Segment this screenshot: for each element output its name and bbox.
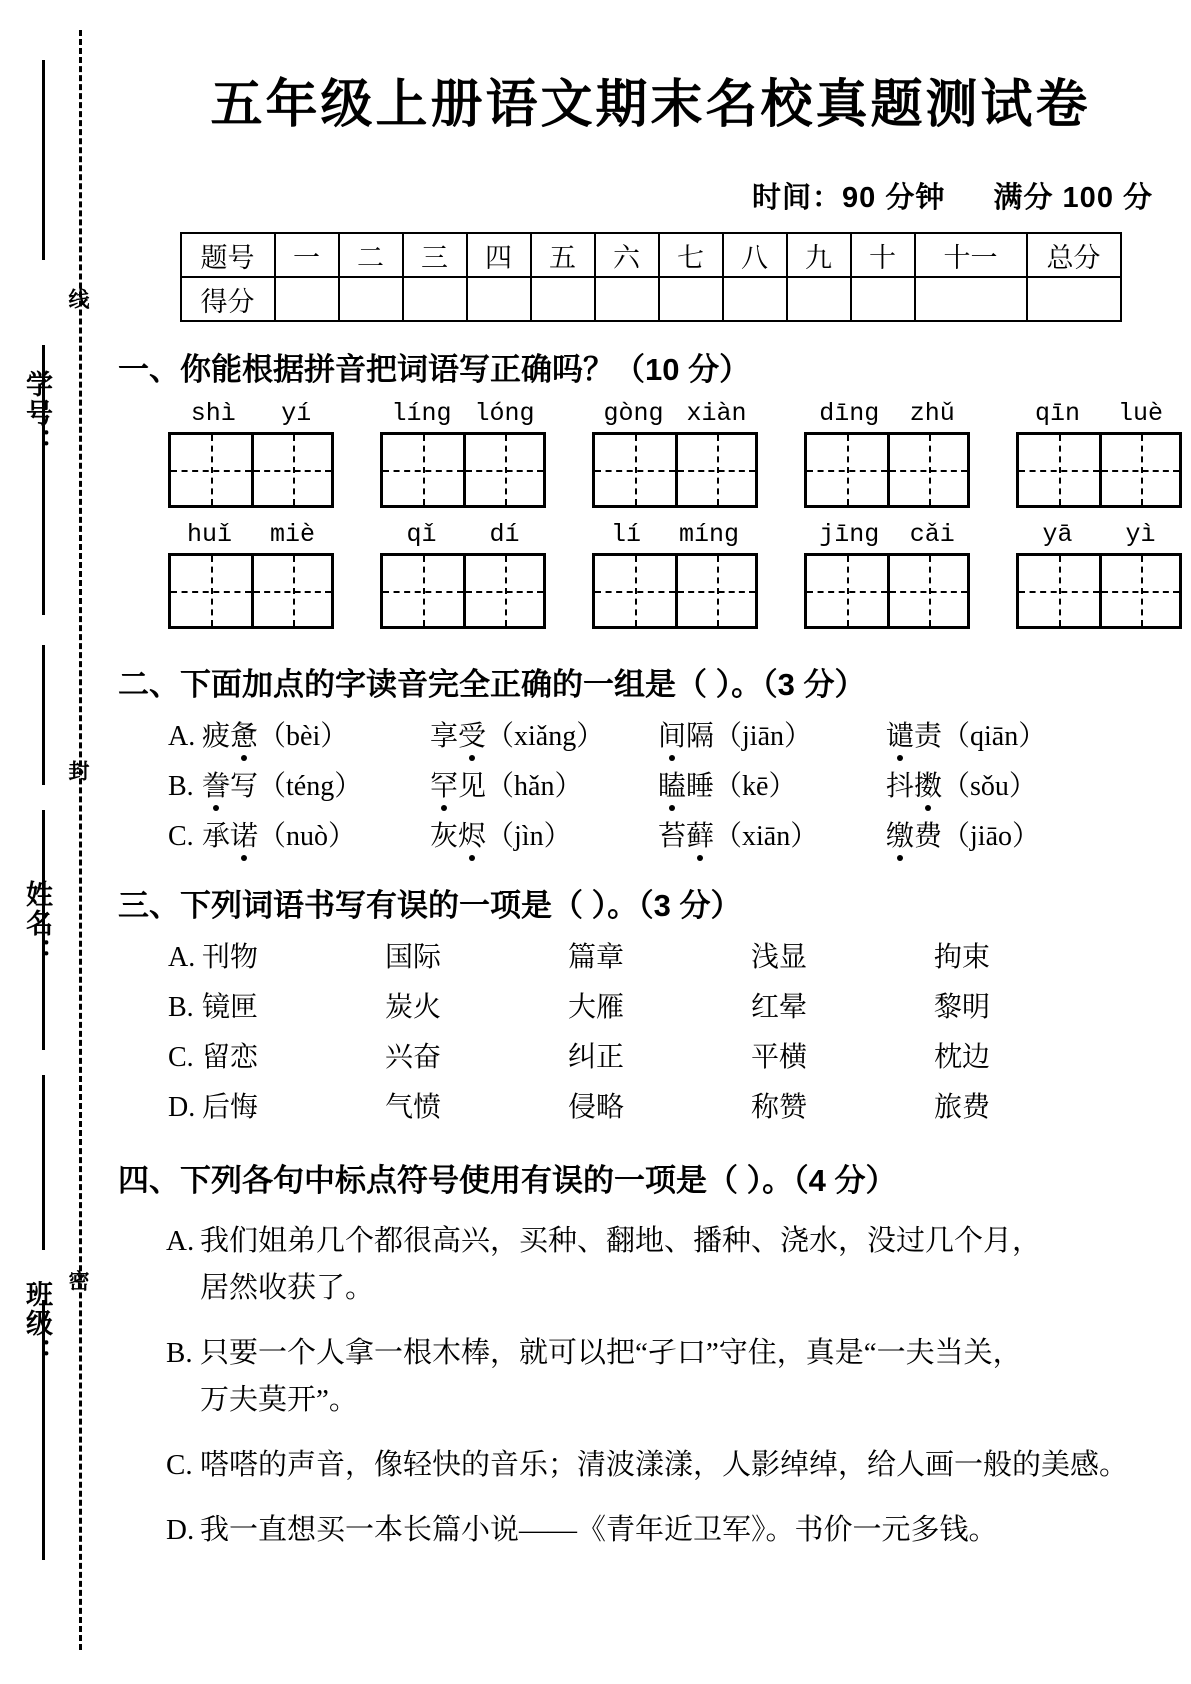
option-items [202, 1035, 1191, 1075]
pinyin-syllable: gòng [603, 399, 664, 428]
pinyin-syllable: qǐ [406, 520, 437, 549]
plain-char: 灰 [430, 821, 459, 852]
option-label: A. [166, 1225, 195, 1257]
option-items [202, 814, 1191, 854]
pinyin-word-group [380, 399, 546, 508]
word-item: 纠正 [568, 1042, 625, 1073]
tianzige-cell[interactable] [887, 556, 967, 626]
tianzige-writing-box[interactable] [168, 553, 334, 629]
exam-meta [110, 175, 1191, 216]
tianzige-cell[interactable] [463, 556, 543, 626]
option-label: A. [168, 942, 196, 973]
option-row[interactable] [110, 985, 1191, 1025]
pinyin-word-group [804, 399, 970, 508]
option-label: C. [168, 1042, 194, 1073]
tianzige-cell[interactable] [383, 435, 463, 505]
pronunciation-item [430, 714, 658, 754]
section-3-title: 三、下列词语书写有误的一项是（ ）。（3 分） [118, 888, 742, 923]
pinyin-annotation: （xiān） [714, 821, 819, 852]
pinyin-syllable: shì [190, 399, 236, 428]
pinyin-word-group [592, 520, 758, 629]
score-table-question-number: 十一 [915, 233, 1027, 277]
sentence-option-row[interactable] [110, 1442, 1191, 1489]
option-row[interactable] [110, 935, 1191, 975]
score-table-score-cell[interactable] [787, 277, 851, 321]
pinyin-syllable: jīng [819, 520, 880, 549]
option-label: A. [168, 721, 196, 752]
word-item: 镜匣 [202, 992, 259, 1023]
exam-sheet [110, 0, 1191, 1684]
dotted-char: 间 [658, 721, 687, 752]
pinyin-word-group [380, 520, 546, 629]
option-items [202, 764, 1191, 804]
tianzige-cell[interactable] [887, 435, 967, 505]
word-item: 拘束 [934, 942, 991, 973]
score-table [180, 232, 1122, 322]
sealing-dashed-line [79, 30, 82, 1650]
pronunciation-item [886, 814, 1114, 854]
pinyin-word-group [1016, 520, 1182, 629]
option-label: C. [168, 821, 194, 852]
pinyin-text [592, 399, 758, 428]
tianzige-cell[interactable] [1099, 435, 1179, 505]
tianzige-cell[interactable] [383, 556, 463, 626]
word-item: 侵略 [568, 1092, 625, 1123]
pinyin-syllable: yì [1125, 520, 1156, 549]
score-table-question-number: 一 [275, 233, 339, 277]
option-items [202, 1085, 1191, 1125]
pinyin-syllable: dí [489, 520, 520, 549]
pinyin-text [168, 399, 334, 428]
sentence-option-row[interactable] [110, 1507, 1191, 1554]
score-table-score-cell[interactable] [595, 277, 659, 321]
pinyin-writing-area [110, 399, 1191, 629]
score-table-question-number: 二 [339, 233, 403, 277]
word-item: 炭火 [385, 992, 442, 1023]
tianzige-writing-box[interactable] [380, 553, 546, 629]
pronunciation-item [658, 764, 886, 804]
word-item: 红晕 [751, 992, 808, 1023]
pinyin-annotation: 睡（kē） [686, 771, 797, 802]
sentence-text [200, 1442, 1167, 1489]
class-label: 班级： [22, 1280, 52, 1367]
option-label: D. [168, 1092, 196, 1123]
pinyin-word-group [804, 520, 970, 629]
pinyin-text [168, 520, 334, 549]
pinyin-syllable: yā [1042, 520, 1073, 549]
score-table-score-cell[interactable] [915, 277, 1027, 321]
score-table-header-total: 总分 [1027, 233, 1121, 277]
option-items [202, 985, 1191, 1025]
option-label: D. [166, 1513, 195, 1546]
seal-word-feng: 封 [66, 760, 89, 783]
pinyin-annotation: 写（téng） [230, 771, 363, 802]
pinyin-row [110, 520, 1191, 629]
tianzige-cell[interactable] [675, 435, 755, 505]
score-table-score-cell[interactable] [275, 277, 339, 321]
score-table-score-cell[interactable] [531, 277, 595, 321]
section-3-options [110, 935, 1191, 1125]
word-item: 刊物 [202, 942, 259, 973]
tianzige-cell[interactable] [807, 435, 887, 505]
tianzige-cell[interactable] [675, 556, 755, 626]
sentence-option-row[interactable] [110, 1330, 1191, 1424]
pronunciation-item [202, 814, 430, 854]
plain-char: 享 [430, 721, 459, 752]
pinyin-syllable: xiàn [686, 399, 747, 428]
pinyin-syllable: dīng [819, 399, 880, 428]
sentence-line: 我一直想买一本长篇小说——《青年近卫军》。书价一元多钱。 [200, 1513, 998, 1546]
pinyin-text [804, 520, 970, 549]
pinyin-annotation: 隔（jiān） [686, 721, 813, 752]
score-table-score-cell[interactable] [1027, 277, 1121, 321]
option-row[interactable] [110, 764, 1191, 804]
pinyin-word-group [168, 520, 334, 629]
section-1-title: 一、你能根据拼音把词语写正确吗？（10 分） [118, 352, 751, 387]
dotted-char: 受 [458, 721, 487, 752]
sentence-option-row[interactable] [110, 1218, 1191, 1312]
pinyin-syllable: yí [281, 399, 312, 428]
pinyin-text [592, 520, 758, 549]
pronunciation-item [202, 714, 430, 754]
sentence-line: 万夫莫开”。 [200, 1383, 358, 1416]
score-table-question-number: 六 [595, 233, 659, 277]
sentence-text [200, 1330, 1167, 1424]
pinyin-text [1016, 399, 1182, 428]
option-items [202, 714, 1191, 754]
option-row[interactable] [110, 1035, 1191, 1075]
section-2-options [110, 714, 1191, 854]
pinyin-text [1016, 520, 1182, 549]
pronunciation-item [886, 714, 1114, 754]
dotted-char: 擞 [914, 771, 943, 802]
word-item: 篇章 [568, 942, 625, 973]
tianzige-cell[interactable] [251, 435, 331, 505]
word-item: 大雁 [568, 992, 625, 1023]
word-item: 兴奋 [385, 1042, 442, 1073]
pinyin-word-group [1016, 399, 1182, 508]
pinyin-text [804, 399, 970, 428]
word-item: 浅显 [751, 942, 808, 973]
tianzige-writing-box[interactable] [592, 432, 758, 508]
exam-full-score: 满分 100 分 [993, 182, 1153, 214]
sentence-line: 我们姐弟几个都很高兴，买种、翻地、播种、浇水，没过几个月， [200, 1225, 1042, 1257]
pinyin-row [110, 399, 1191, 508]
tianzige-cell[interactable] [1019, 435, 1099, 505]
dotted-char: 藓 [686, 821, 715, 852]
tianzige-writing-box[interactable] [804, 553, 970, 629]
score-table-score-cell[interactable] [403, 277, 467, 321]
tianzige-writing-box[interactable] [1016, 432, 1182, 508]
page-title: 五年级上册语文期末名校真题测试卷 [210, 77, 1091, 134]
dotted-char: 缴 [886, 821, 915, 852]
dotted-char: 惫 [230, 721, 259, 752]
tianzige-writing-box[interactable] [168, 432, 334, 508]
exam-time: 时间：90 分钟 [752, 182, 946, 214]
sealing-solid-segment [42, 645, 45, 785]
tianzige-cell[interactable] [595, 435, 675, 505]
sentence-line: 只要一个人拿一根木棒，就可以把“孑口”守住，真是“一夫当关， [200, 1336, 1022, 1369]
pinyin-annotation: （bèi） [258, 721, 349, 752]
score-table-question-number: 五 [531, 233, 595, 277]
pinyin-syllable: lí [610, 520, 641, 549]
score-table-score-cell[interactable] [339, 277, 403, 321]
section-4-title: 四、下列各句中标点符号使用有误的一项是（ ）。（4 分） [118, 1163, 897, 1198]
tianzige-cell[interactable] [171, 435, 251, 505]
sealing-solid-segment [42, 1075, 45, 1250]
score-table-header-question: 题号 [181, 233, 275, 277]
seal-word-mi: 密 [66, 1270, 89, 1293]
tianzige-writing-box[interactable] [1016, 553, 1182, 629]
tianzige-writing-box[interactable] [804, 432, 970, 508]
dotted-char: 誊 [202, 771, 231, 802]
word-item: 黎明 [934, 992, 991, 1023]
option-row[interactable] [110, 814, 1191, 854]
word-item: 后悔 [202, 1092, 259, 1123]
pinyin-annotation: （nuò） [258, 821, 357, 852]
pinyin-syllable: miè [269, 520, 315, 549]
pinyin-syllable: míng [678, 520, 739, 549]
sealing-solid-segment [42, 60, 45, 260]
tianzige-cell[interactable] [807, 556, 887, 626]
pinyin-syllable: zhǔ [909, 399, 955, 428]
score-table-score-cell[interactable] [659, 277, 723, 321]
option-label: B. [166, 1336, 193, 1369]
pronunciation-item [430, 814, 658, 854]
pronunciation-item [430, 764, 658, 804]
score-table-question-number: 七 [659, 233, 723, 277]
word-item: 旅费 [934, 1092, 991, 1123]
word-item: 称赞 [751, 1092, 808, 1123]
pinyin-syllable: cǎi [909, 520, 955, 549]
pinyin-word-group [592, 399, 758, 508]
pinyin-syllable: qīn [1034, 399, 1080, 428]
option-row[interactable] [110, 1085, 1191, 1125]
dotted-char: 烬 [458, 821, 487, 852]
score-table-question-number: 十 [851, 233, 915, 277]
dotted-char: 诺 [230, 821, 259, 852]
score-table-header-score: 得分 [181, 277, 275, 321]
score-table-score-cell[interactable] [467, 277, 531, 321]
sealing-line-column [0, 0, 110, 1684]
dotted-char: 谴 [886, 721, 915, 752]
dotted-char: 瞌 [658, 771, 687, 802]
plain-char: 苔 [658, 821, 687, 852]
student-id-label: 学号： [22, 370, 52, 457]
word-item: 平横 [751, 1042, 808, 1073]
pinyin-annotation: （sǒu） [942, 771, 1037, 802]
pronunciation-item [202, 764, 430, 804]
seal-word-xian: 线 [66, 288, 89, 311]
pronunciation-item [658, 814, 886, 854]
word-item: 枕边 [934, 1042, 991, 1073]
score-table-question-number: 四 [467, 233, 531, 277]
pinyin-syllable: lóng [474, 399, 535, 428]
tianzige-cell[interactable] [171, 556, 251, 626]
pinyin-syllable: luè [1117, 399, 1163, 428]
score-table-score-cell[interactable] [723, 277, 787, 321]
tianzige-cell[interactable] [1019, 556, 1099, 626]
student-name-label: 姓名： [22, 880, 52, 967]
plain-char: 承 [202, 821, 231, 852]
table-row [181, 277, 1121, 321]
option-label: B. [168, 992, 194, 1023]
pinyin-word-group [168, 399, 334, 508]
tianzige-writing-box[interactable] [592, 553, 758, 629]
tianzige-cell[interactable] [463, 435, 543, 505]
word-item: 国际 [385, 942, 442, 973]
pinyin-annotation: 费（jiāo） [914, 821, 1041, 852]
option-label: B. [168, 771, 194, 802]
tianzige-cell[interactable] [595, 556, 675, 626]
pinyin-annotation: （jìn） [486, 821, 572, 852]
tianzige-writing-box[interactable] [380, 432, 546, 508]
score-table-question-number: 九 [787, 233, 851, 277]
pinyin-annotation: （xiǎng） [486, 721, 605, 752]
option-items [202, 935, 1191, 975]
score-table-score-cell[interactable] [851, 277, 915, 321]
pinyin-text [380, 399, 546, 428]
sentence-text [200, 1218, 1167, 1312]
pinyin-text [380, 520, 546, 549]
tianzige-cell[interactable] [251, 556, 331, 626]
score-table-question-number: 三 [403, 233, 467, 277]
sentence-line: 嗒嗒的声音，像轻快的音乐；清波漾漾，人影绰绰，给人画一般的美感。 [200, 1448, 1129, 1481]
sentence-text [200, 1507, 1167, 1554]
dotted-char: 罕 [430, 771, 459, 802]
plain-char: 抖 [886, 771, 915, 802]
word-item: 留恋 [202, 1042, 259, 1073]
pinyin-syllable: líng [391, 399, 452, 428]
pronunciation-item [886, 764, 1114, 804]
tianzige-cell[interactable] [1099, 556, 1179, 626]
section-2-title: 二、下面加点的字读音完全正确的一组是（ ）。（3 分） [118, 667, 866, 702]
word-item: 气愤 [385, 1092, 442, 1123]
score-table-question-number: 八 [723, 233, 787, 277]
option-label: C. [166, 1448, 193, 1481]
plain-char: 疲 [202, 721, 231, 752]
sentence-line: 居然收获了。 [200, 1271, 375, 1304]
pronunciation-item [658, 714, 886, 754]
pinyin-annotation: 责（qiān） [914, 721, 1047, 752]
table-row [181, 233, 1121, 277]
option-row[interactable] [110, 714, 1191, 754]
section-4-options [110, 1218, 1191, 1554]
pinyin-syllable: huǐ [186, 520, 232, 549]
pinyin-annotation: 见（hǎn） [458, 771, 583, 802]
